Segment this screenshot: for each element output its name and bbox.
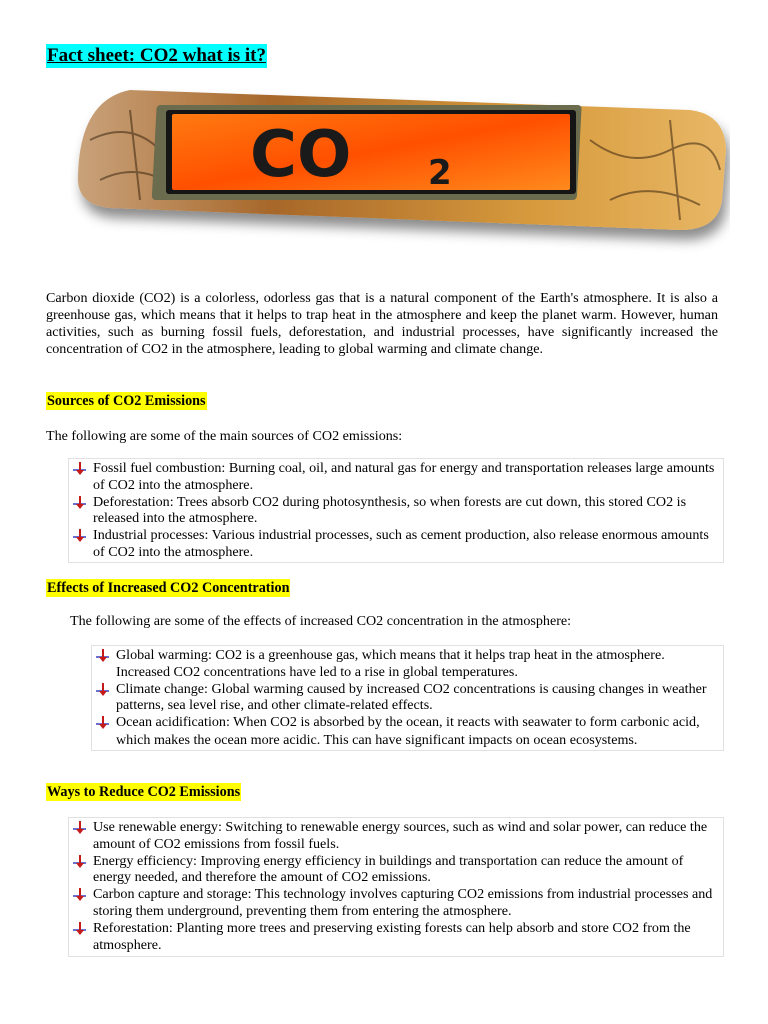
co2-sign-image — [70, 80, 730, 255]
list-item: Industrial processes: Various industrial processes, such as cement production, also release enormous amounts of CO2 into the atmosphere. — [73, 527, 719, 561]
list-effects — [91, 645, 724, 751]
list-ways — [68, 817, 724, 957]
list-item: Global warming: CO2 is a greenhouse gas, which means that it helps trap heat in the atmosphere. Increased CO2 concentrations have led to a rise in global temperatures. — [96, 647, 719, 681]
page-title: Fact sheet: CO2 what is it? — [47, 45, 266, 66]
heading-ways: Ways to Reduce CO2 Emissions — [47, 784, 241, 800]
list-item: Deforestation: Trees absorb CO2 during photosynthesis, so when forests are cut down, this stored CO2 is released into the atmosphere. — [73, 494, 719, 528]
arrow-down-bullet-icon — [73, 496, 86, 509]
lead-sources: The following are some of the main sources of CO2 emissions: — [46, 428, 403, 444]
sign-text: CO — [250, 118, 352, 192]
arrow-down-bullet-icon — [96, 649, 109, 662]
arrow-down-bullet-icon — [96, 683, 109, 696]
list-item: Reforestation: Planting more trees and preserving existing forests can help absorb and store CO2 from the atmosphere. — [73, 920, 719, 955]
arrow-down-bullet-icon — [73, 922, 86, 935]
intro-paragraph: Carbon dioxide (CO2) is a colorless, odorless gas that is a natural component of the Earth's atmosphere. It is also a greenhouse gas, which means that it helps to trap heat in the atmosphere and keep the planet warm. However, human activities, such as burning fossil fuels, deforestation, and industrial processes, have significantly increased the concentration of CO2 in the atmosphere, leading to global warming and climate change. — [46, 290, 718, 357]
lead-effects: The following are some of the effects of increased CO2 concentration in the atmosphere: — [70, 613, 572, 629]
list-item: Use renewable energy: Switching to renewable energy sources, such as wind and solar power, can reduce the amount of CO2 emissions from fossil fuels. — [73, 819, 719, 853]
heading-sources: Sources of CO2 Emissions — [47, 393, 206, 409]
heading-effects: Effects of Increased CO2 Concentration — [47, 580, 290, 596]
arrow-down-bullet-icon — [73, 529, 86, 542]
list-item: Carbon capture and storage: This technology involves capturing CO2 emissions from industrial processes and storing them underground, preventing them from entering the atmosphere. — [73, 886, 719, 920]
list-item: Climate change: Global warming caused by increased CO2 concentrations is causing changes in weather patterns, sea level rise, and other climate-related effects. — [96, 681, 719, 715]
arrow-down-bullet-icon — [73, 888, 86, 901]
arrow-down-bullet-icon — [73, 462, 86, 475]
arrow-down-bullet-icon — [73, 821, 86, 834]
list-item: Ocean acidification: When CO2 is absorbed by the ocean, it reacts with seawater to form carbonic acid, which makes the ocean more acidic. This can have significant impacts on ocean ecosystems. — [96, 714, 719, 749]
list-sources — [68, 458, 724, 563]
list-item: Energy efficiency: Improving energy efficiency in buildings and transportation can reduce the amount of energy needed, and therefore the amount of CO2 emissions. — [73, 853, 719, 887]
list-item: Fossil fuel combustion: Burning coal, oil, and natural gas for energy and transportation releases large amounts of CO2 into the atmosphere. — [73, 460, 719, 494]
arrow-down-bullet-icon — [73, 855, 86, 868]
arrow-down-bullet-icon — [96, 716, 109, 729]
sign-subscript: 2 — [428, 153, 452, 193]
